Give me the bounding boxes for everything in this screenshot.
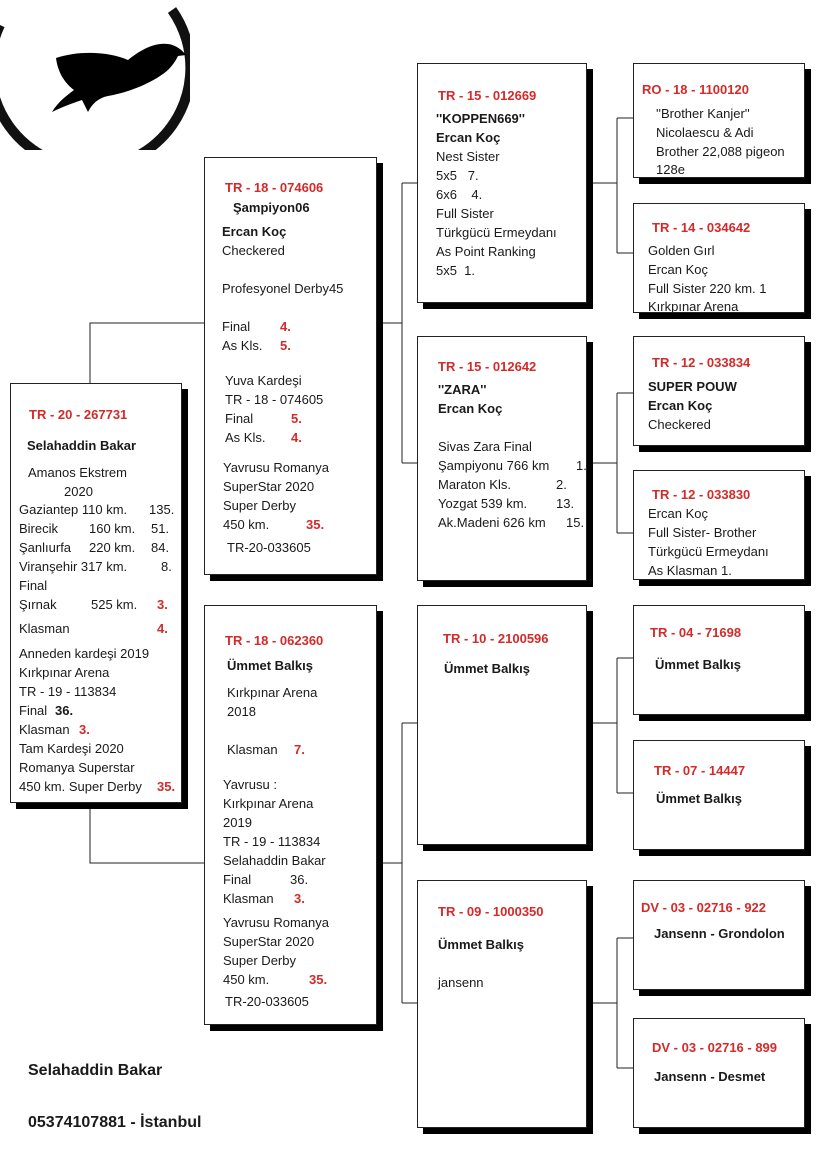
dss-card (633, 605, 805, 715)
ddd-name: Jansenn - Desmet (654, 1069, 766, 1084)
sdd-line-3: Türkgücü Ermeydanı (648, 544, 769, 559)
sss-line-3: Brother 22,088 pigeon (656, 144, 785, 159)
ss-line-7: 5x5 1. (436, 263, 476, 278)
race-sanliurfa: Şanlıurfa (19, 540, 72, 555)
subject-ring-number: TR - 20 - 267731 (29, 407, 128, 422)
sire-name: Şampiyon06 (233, 200, 310, 215)
ss-line-2: 5x5 7. (436, 168, 479, 183)
sire-sire-card (417, 63, 587, 303)
sibling-ring: TR - 19 - 113834 (19, 684, 117, 699)
sd-line-3-result: 2. (556, 477, 567, 492)
sire-card (204, 157, 377, 575)
dd-owner: Ümmet Balkış (438, 937, 524, 952)
sds-owner: Ercan Koç (648, 398, 713, 413)
sds-color: Checkered (648, 417, 711, 432)
final-label: Final (19, 578, 48, 593)
subject-race-title: Amanos Ekstrem (28, 465, 127, 480)
dam-offspring-ring: TR - 19 - 113834 (223, 834, 321, 849)
sss-card (633, 63, 805, 178)
sds-card (633, 336, 805, 446)
sd-line-2-result: 1. (576, 458, 587, 473)
sd-line-1: Sivas Zara Final (438, 439, 532, 454)
sibling-line-6-result: 35. (157, 779, 176, 794)
race-birecik-result: 51. (151, 521, 170, 536)
race-gaziantep-result: 135. (149, 502, 175, 517)
dam-klasman-result: 7. (294, 742, 305, 757)
ss-ring-number: TR - 15 - 012669 (438, 88, 537, 103)
sss-line-1: ''Brother Kanjer'' (656, 106, 750, 121)
sire-offspring-result: 35. (306, 517, 325, 532)
dss-ring-number: TR - 04 - 71698 (650, 625, 742, 640)
dds-name: Jansenn - Grondolon (654, 926, 785, 941)
ssd-line-1: Golden Gırl (648, 243, 715, 258)
sire-sibling-as-label: As Kls. (225, 430, 266, 445)
dam-offspring-klasman-result: 3. (294, 891, 305, 906)
dam-race-line-2: 2018 (227, 704, 256, 719)
footer-contact: 05374107881 - İstanbul (28, 1114, 202, 1131)
sibling-line-2: Kırkpınar Arena (19, 665, 110, 680)
sd-line-3: Maraton Kls. (438, 477, 511, 492)
footer-owner-name: Selahaddin Bakar (28, 1062, 163, 1079)
dam-offspring-final-result: 36. (290, 872, 309, 887)
dd-note: jansenn (438, 975, 484, 990)
sire-final-label: Final (222, 319, 251, 334)
ssd-card (633, 203, 805, 313)
sire-as-result: 5. (280, 338, 291, 353)
ds-owner: Ümmet Balkış (444, 661, 530, 676)
sd-line-2: Şampiyonu 766 km (438, 458, 550, 473)
dam-owner: Ümmet Balkış (227, 658, 313, 673)
ssd-line-3: Full Sister 220 km. 1 (648, 281, 767, 296)
dam-offspring2-line-2: SuperStar 2020 (223, 934, 315, 949)
ss-owner: Ercan Koç (436, 130, 501, 145)
sd-line-5: Ak.Madeni 626 km (438, 515, 546, 530)
dsd-card (633, 740, 805, 850)
ss-line-5: Türkgücü Ermeydanı (436, 225, 557, 240)
race-sirnak-km: 525 km. (91, 597, 138, 612)
dam-offspring-klasman-label: Klasman (223, 891, 274, 906)
ss-name: ''KOPPEN669'' (436, 111, 525, 126)
sire-owner: Ercan Koç (222, 224, 287, 239)
sire-sibling-ring: TR - 18 - 074605 (225, 392, 324, 407)
race-sanliurfa-result: 84. (151, 540, 170, 555)
dss-owner: Ümmet Balkış (655, 657, 741, 672)
sss-line-2: Nicolaescu & Adi (656, 125, 754, 140)
sire-dam-card (417, 336, 587, 581)
sd-name: ''ZARA'' (438, 382, 487, 397)
dam-offspring2-ring: TR-20-033605 (225, 994, 309, 1009)
sss-line-4: 128e (656, 162, 685, 177)
ss-line-3: 6x6 4. (436, 187, 483, 202)
dam-race-line-1: Kırkpınar Arena (227, 685, 318, 700)
ds-ring-number: TR - 10 - 2100596 (443, 631, 549, 646)
sibling-final-label: Final (19, 703, 48, 718)
dam-ring-number: TR - 18 - 062360 (225, 633, 324, 648)
ssd-line-4: Kırkpınar Arena (648, 299, 739, 314)
sire-offspring-line-4: 450 km. (223, 517, 270, 532)
sire-sibling-final-result: 5. (291, 411, 302, 426)
sdd-line-2: Full Sister- Brother (648, 525, 757, 540)
sire-color: Checkered (222, 243, 285, 258)
dsd-owner: Ümmet Balkış (656, 791, 742, 806)
race-birecik-km: 160 km. (89, 521, 136, 536)
klasman-label: Klasman (19, 621, 70, 636)
dam-offspring-owner: Selahaddin Bakar (223, 853, 326, 868)
sire-offspring-ring: TR-20-033605 (227, 540, 311, 555)
sire-sibling-title: Yuva Kardeşi (225, 373, 302, 388)
sibling-final-result: 36. (55, 703, 74, 718)
race-sirnak: Şırnak (19, 597, 57, 612)
sdd-ring-number: TR - 12 - 033830 (652, 487, 751, 502)
sss-ring-number: RO - 18 - 1100120 (642, 82, 749, 97)
dam-offspring-title: Yavrusu : (223, 777, 277, 792)
race-birecik: Birecik (19, 521, 59, 536)
race-gaziantep: Gaziantep 110 km. (19, 502, 128, 517)
sire-final-result: 4. (280, 319, 291, 334)
subject-pigeon-card (10, 383, 182, 803)
ss-line-1: Nest Sister (436, 149, 500, 164)
dam-card (204, 605, 377, 1025)
sire-ring-number: TR - 18 - 074606 (225, 180, 324, 195)
dsd-ring-number: TR - 07 - 14447 (654, 763, 746, 778)
klasman-result: 4. (157, 621, 168, 636)
subject-owner: Selahaddin Bakar (27, 438, 137, 453)
ssd-ring-number: TR - 14 - 034642 (652, 220, 751, 235)
sdd-card (633, 470, 805, 580)
race-sirnak-result: 3. (157, 597, 168, 612)
dam-offspring-line-2: 2019 (223, 815, 252, 830)
race-viransehir-result: 8. (161, 559, 172, 574)
dam-offspring2-result: 35. (309, 972, 328, 987)
ddd-ring-number: DV - 03 - 02716 - 899 (652, 1040, 778, 1055)
dam-dam-card (417, 880, 587, 1128)
dam-offspring-line-1: Kırkpınar Arena (223, 796, 314, 811)
sdd-line-4: As Klasman 1. (648, 563, 732, 578)
sibling-line-1: Anneden kardeşi 2019 (19, 646, 150, 661)
dds-card (633, 880, 805, 990)
sire-offspring-line-3: Super Derby (223, 498, 296, 513)
race-sanliurfa-km: 220 km. (89, 540, 136, 555)
dds-ring-number: DV - 03 - 02716 - 922 (641, 900, 767, 915)
dam-sire-card (417, 605, 587, 845)
sd-ring-number: TR - 15 - 012642 (438, 359, 537, 374)
sire-race: Profesyonel Derby45 (222, 281, 344, 296)
dd-ring-number: TR - 09 - 1000350 (438, 904, 544, 919)
ssd-line-2: Ercan Koç (648, 262, 708, 277)
sd-line-4-result: 13. (556, 496, 575, 511)
sibling-line-4: Tam Kardeşi 2020 (19, 741, 124, 756)
ss-line-4: Full Sister (436, 206, 494, 221)
subject-race-year: 2020 (64, 484, 93, 499)
dam-offspring-final-label: Final (223, 872, 252, 887)
sibling-klasman-label: Klasman (19, 722, 70, 737)
sd-owner: Ercan Koç (438, 401, 503, 416)
ss-line-6: As Point Ranking (436, 244, 536, 259)
ddd-card (633, 1018, 805, 1128)
sire-offspring-line-2: SuperStar 2020 (223, 479, 315, 494)
sibling-line-6: 450 km. Super Derby (19, 779, 142, 794)
sibling-line-5: Romanya Superstar (19, 760, 135, 775)
sd-line-5-result: 15. (566, 515, 585, 530)
sibling-klasman-result: 3. (79, 722, 90, 737)
race-viransehir: Viranşehir 317 km. (19, 559, 128, 574)
sire-as-label: As Kls. (222, 338, 263, 353)
sire-sibling-as-result: 4. (291, 430, 302, 445)
dam-offspring2-line-1: Yavrusu Romanya (223, 915, 329, 930)
sdd-line-1: Ercan Koç (648, 506, 708, 521)
dam-offspring2-line-4: 450 km. (223, 972, 270, 987)
sds-ring-number: TR - 12 - 033834 (652, 355, 751, 370)
sire-offspring-line-1: Yavrusu Romanya (223, 460, 329, 475)
dam-offspring2-line-3: Super Derby (223, 953, 296, 968)
sd-line-4: Yozgat 539 km. (438, 496, 528, 511)
dam-klasman-label: Klasman (227, 742, 278, 757)
sds-name: SUPER POUW (648, 379, 737, 394)
sire-sibling-final-label: Final (225, 411, 254, 426)
